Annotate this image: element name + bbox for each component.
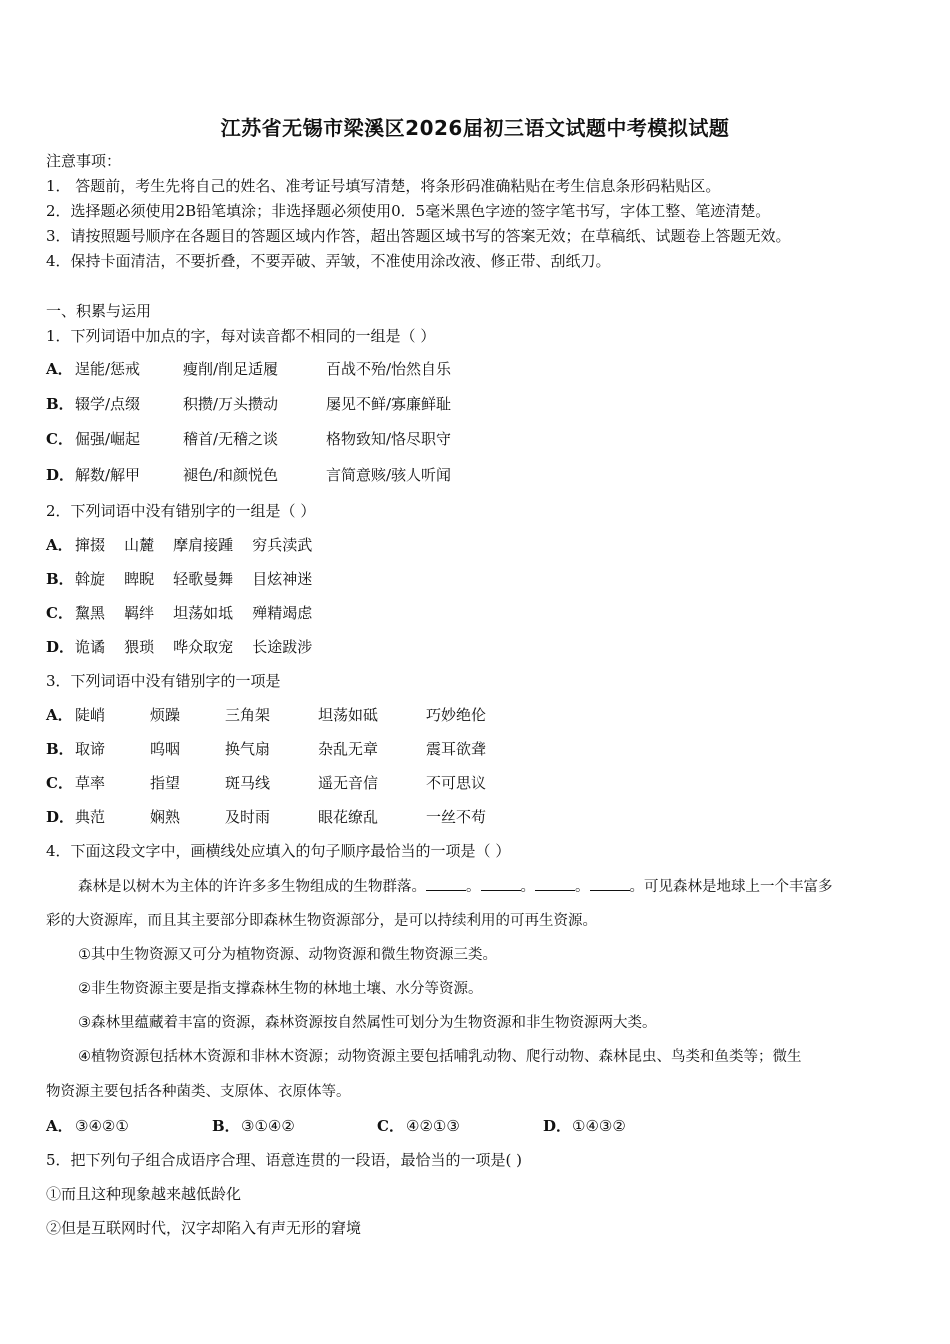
option-label: D． [543,1117,572,1135]
section-heading: 一、积累与运用 [46,302,152,320]
option-label: C． [46,774,73,792]
option-choice: 呜咽 [150,740,181,758]
option-choice: 逞能/惩戒 [75,360,141,378]
option-choice: 指望 [150,774,181,792]
option-choice: 辍学/点缀 [75,395,141,413]
option-choice: 震耳欲聋 [426,740,487,758]
option-label: B． [212,1117,240,1135]
option-choice: ③④②① [75,1117,129,1135]
option-label: A． [46,1117,73,1135]
option-choice: 言简意赅/骇人听闻 [326,466,452,484]
option-label: A． [46,706,73,724]
option-choice: 烦躁 [150,706,181,724]
notice-item: 4．保持卡面清洁，不要折叠，不要弄破、弄皱，不准使用涂改液、修正带、刮纸刀。 [46,252,611,270]
option-choice: 解数/解甲 [75,466,141,484]
passage-separator: 。 [466,879,481,895]
option-choice: 眼花缭乱 [318,808,379,826]
option-label: C． [46,604,73,622]
notice-item: 3．请按照题号顺序在各题目的答题区域内作答，超出答题区域书写的答案无效；在草稿纸、试题卷上答题无效。 [46,227,791,245]
option-choice: 百战不殆/怡然自乐 [326,360,452,378]
option-choice: ④②①③ [406,1117,460,1135]
question-4-passage-line2: 彩的大资源库，而且其主要部分即森林生物资源部分，是可以持续利用的可再生资源。 [46,913,597,929]
option-label: B． [46,395,74,413]
option-choice: 取谛 [75,740,106,758]
question-5-stem: 5．把下列句子组合成语序合理、语意连贯的一段语，最恰当的一项是( ) [46,1151,523,1169]
option-label: D． [46,466,75,484]
option-label: D． [46,638,75,656]
question-5-item: ②但是互联网时代，汉字却陷入有声无形的窘境 [46,1219,362,1237]
question-4-sentence: ③森林里蕴藏着丰富的资源，森林资源按自然属性可划分为生物资源和非生物资源两大类。 [78,1015,657,1031]
option-choice: 杂乱无章 [318,740,379,758]
option-choice: 巧妙绝伦 [426,706,487,724]
option-choice: 瘦削/削足适履 [183,360,279,378]
option-choice: 黧黑 羁绊 坦荡如坻 殚精竭虑 [75,604,313,622]
option-choice: 娴熟 [150,808,181,826]
option-choice: 不可思议 [426,774,487,792]
question-4-sentence-cont: 物资源主要包括各种菌类、支原体、衣原体等。 [46,1084,351,1100]
option-choice: 三角架 [225,706,271,724]
option-choice: 草率 [75,774,106,792]
option-label: B． [46,570,74,588]
answer-blank [426,876,466,891]
option-choice: 一丝不苟 [426,808,487,826]
question-4-sentence: ②非生物资源主要是指支撑森林生物的林地土壤、水分等资源。 [78,981,483,997]
question-2-stem: 2．下列词语中没有错别字的一组是（ ） [46,502,316,520]
question-1-stem: 1．下列词语中加点的字，每对读音都不相同的一组是（ ） [46,327,436,345]
passage-text: 森林是以树木为主体的许许多多生物组成的生物群落。 [78,879,426,895]
notice-heading: 注意事项： [46,152,122,170]
option-choice: ③①④② [241,1117,295,1135]
option-choice: ①④③② [572,1117,626,1135]
option-choice: 稽首/无稽之谈 [183,430,279,448]
option-choice: 斡旋 睥睨 轻歌曼舞 目炫神迷 [75,570,313,588]
option-label: C． [377,1117,404,1135]
option-choice: 换气扇 [225,740,271,758]
option-label: C． [46,430,73,448]
option-choice: 斑马线 [225,774,271,792]
passage-separator: 。 [575,879,590,895]
option-choice: 褪色/和颜悦色 [183,466,279,484]
option-label: A． [46,536,73,554]
option-choice: 及时雨 [225,808,271,826]
option-choice: 陡峭 [75,706,106,724]
option-choice: 倔强/崛起 [75,430,141,448]
passage-separator: 。 [520,879,535,895]
passage-text: 。可见森林是地球上一个丰富多 [629,879,833,895]
notice-item: 1． 答题前，考生先将自己的姓名、准考证号填写清楚，将条形码准确粘贴在考生信息条形码粘贴区。 [46,177,721,195]
question-5-item: ①而且这种现象越来越低龄化 [46,1185,242,1203]
notice-item: 2．选择题必须使用2B铅笔填涂；非选择题必须使用0．5毫米黑色字迹的签字笔书写，字体工整、笔迹清楚。 [46,202,771,220]
option-label: B． [46,740,74,758]
option-choice: 诡谲 猥琐 哗众取宠 长途跋涉 [75,638,313,656]
question-3-stem: 3．下列词语中没有错别字的一项是 [46,672,281,690]
option-label: D． [46,808,75,826]
option-choice: 遥无音信 [318,774,379,792]
answer-blank [481,876,521,891]
option-label: A． [46,360,73,378]
question-4-sentence: ①其中生物资源又可分为植物资源、动物资源和微生物资源三类。 [78,947,497,963]
question-4-stem: 4．下面这段文字中，画横线处应填入的句子顺序最恰当的一项是（ ） [46,842,511,860]
exam-title: 江苏省无锡市梁溪区2026届初三语文试题中考模拟试题 [220,116,730,140]
answer-blank [590,876,630,891]
option-choice: 积攒/万头攒动 [183,395,279,413]
option-choice: 典范 [75,808,106,826]
option-choice: 格物致知/恪尽职守 [326,430,452,448]
option-choice: 撺掇 山麓 摩肩接踵 穷兵渎武 [75,536,313,554]
option-choice: 坦荡如砥 [318,706,379,724]
question-4-passage [78,876,938,897]
option-choice: 屡见不鲜/寡廉鲜耻 [326,395,452,413]
question-4-sentence: ④植物资源包括林木资源和非林木资源；动物资源主要包括哺乳动物、爬行动物、森林昆虫、鸟类和鱼类等；微生 [78,1049,802,1065]
answer-blank [535,876,575,891]
